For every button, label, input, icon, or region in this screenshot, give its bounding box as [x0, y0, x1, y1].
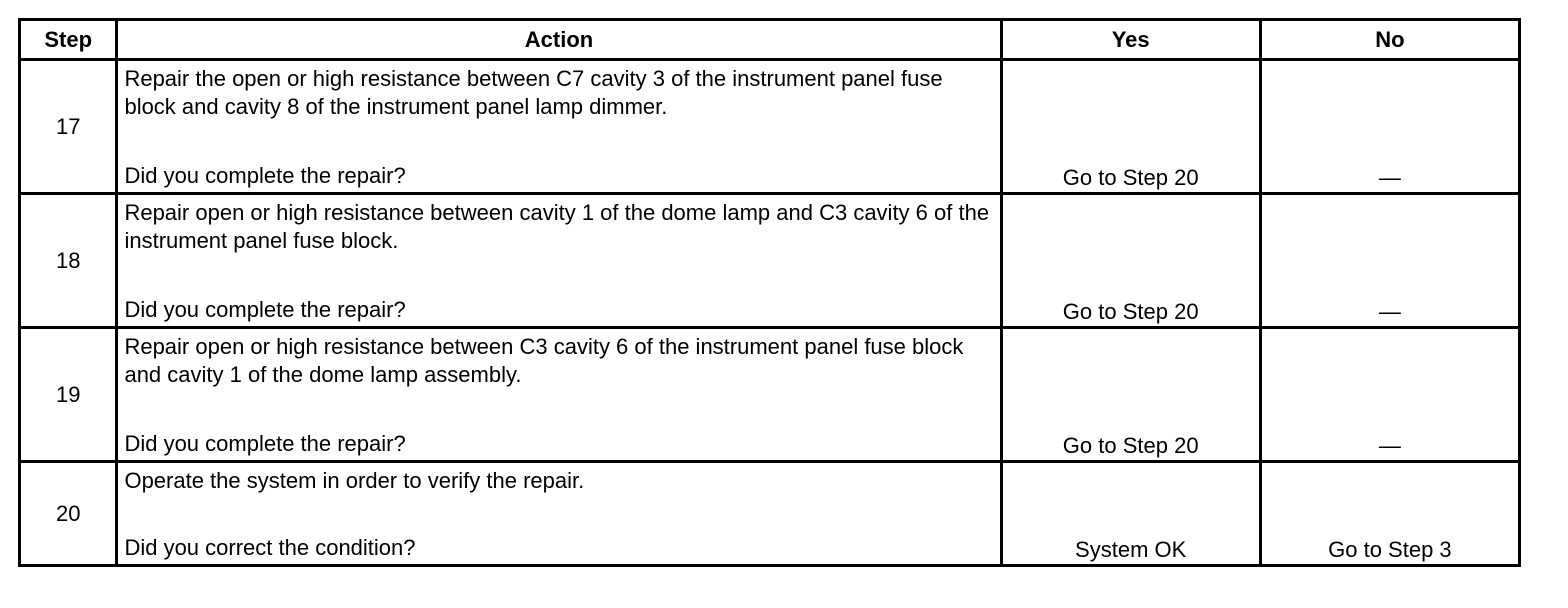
no-result: Go to Step 3 [1260, 462, 1519, 566]
header-no: No [1260, 20, 1519, 60]
no-result: — [1260, 328, 1519, 462]
action-text: Repair open or high resistance between cavity 1 of the dome lamp and C3 cavity 6 of the instrument panel fuse block. [124, 200, 990, 253]
action-question: Did you complete the repair? [124, 163, 406, 188]
action-text: Repair the open or high resistance between C7 cavity 3 of the instrument panel fuse block and cavity 8 of the instrument panel lamp dimmer. [124, 66, 943, 119]
table-row [20, 328, 1520, 462]
action-cell [117, 462, 1001, 566]
header-yes: Yes [1001, 20, 1260, 60]
action-question: Did you correct the condition? [124, 535, 416, 560]
header-row [20, 20, 1520, 60]
table-row [20, 194, 1520, 328]
table-header [20, 20, 1520, 60]
yes-result: Go to Step 20 [1001, 328, 1260, 462]
table-row [20, 462, 1520, 566]
yes-result: Go to Step 20 [1001, 60, 1260, 194]
step-number: 20 [20, 462, 117, 566]
action-cell [117, 194, 1001, 328]
action-question: Did you complete the repair? [124, 431, 406, 456]
table-row [20, 60, 1520, 194]
table-body [20, 60, 1520, 566]
no-result: — [1260, 60, 1519, 194]
step-number: 19 [20, 328, 117, 462]
action-question: Did you complete the repair? [124, 297, 406, 322]
action-text: Repair open or high resistance between C3 cavity 6 of the instrument panel fuse block and cavity 1 of the dome lamp assembly. [124, 334, 964, 387]
header-step: Step [20, 20, 117, 60]
header-action: Action [117, 20, 1001, 60]
yes-result: System OK [1001, 462, 1260, 566]
step-number: 18 [20, 194, 117, 328]
action-text: Operate the system in order to verify the repair. [124, 468, 585, 493]
yes-result: Go to Step 20 [1001, 194, 1260, 328]
diagnostic-table [18, 18, 1521, 567]
no-result: — [1260, 194, 1519, 328]
action-cell [117, 60, 1001, 194]
step-number: 17 [20, 60, 117, 194]
action-cell [117, 328, 1001, 462]
